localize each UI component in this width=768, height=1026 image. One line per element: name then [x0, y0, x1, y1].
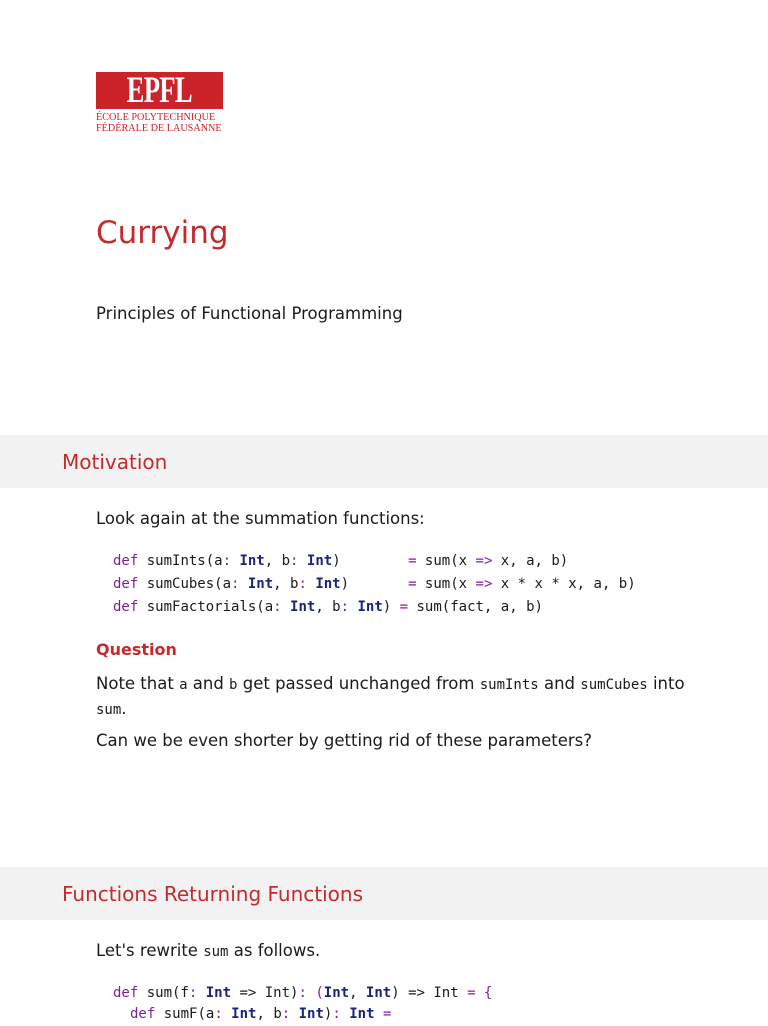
- epfl-logo-mark: [96, 72, 223, 109]
- epfl-logo-line1: ÉCOLE POLYTECHNIQUE: [96, 112, 216, 123]
- epfl-logo-line2: FÉDÉRALE DE LAUSANNE: [96, 123, 222, 134]
- code-line-sum: def sum(f: Int => Int): (Int, Int) => Int = {: [113, 985, 493, 1001]
- question-note: Note that a and b get passed unchanged from sumInts and sumCubes into sum.: [96, 674, 685, 718]
- code-line-sumints: def sumInts(a: Int, b: Int) = sum(x => x, a, b): [113, 553, 569, 569]
- functions-returning-heading: Functions Returning Functions: [62, 882, 363, 906]
- epfl-logo-text: EPFL: [126, 70, 193, 111]
- question-shorter: Can we be even shorter by getting rid of these parameters?: [96, 731, 593, 750]
- code-line-sumf: def sumF(a: Int, b: Int): Int =: [130, 1006, 392, 1022]
- motivation-header: [0, 435, 768, 488]
- slide-title: Currying: [96, 215, 229, 251]
- motivation-heading: Motivation: [62, 450, 168, 474]
- epfl-logo: [96, 72, 223, 134]
- question-label: Question: [96, 640, 177, 659]
- rewrite-intro: Let's rewrite sum as follows.: [96, 941, 321, 960]
- code-line-sumcubes: def sumCubes(a: Int, b: Int) = sum(x => x * x * x, a, b): [113, 576, 636, 592]
- functions-returning-header: [0, 867, 768, 920]
- slide-subtitle: Principles of Functional Programming: [96, 304, 403, 323]
- code-line-sumfactorials: def sumFactorials(a: Int, b: Int) = sum(fact, a, b): [113, 599, 543, 615]
- motivation-intro: Look again at the summation functions:: [96, 509, 425, 528]
